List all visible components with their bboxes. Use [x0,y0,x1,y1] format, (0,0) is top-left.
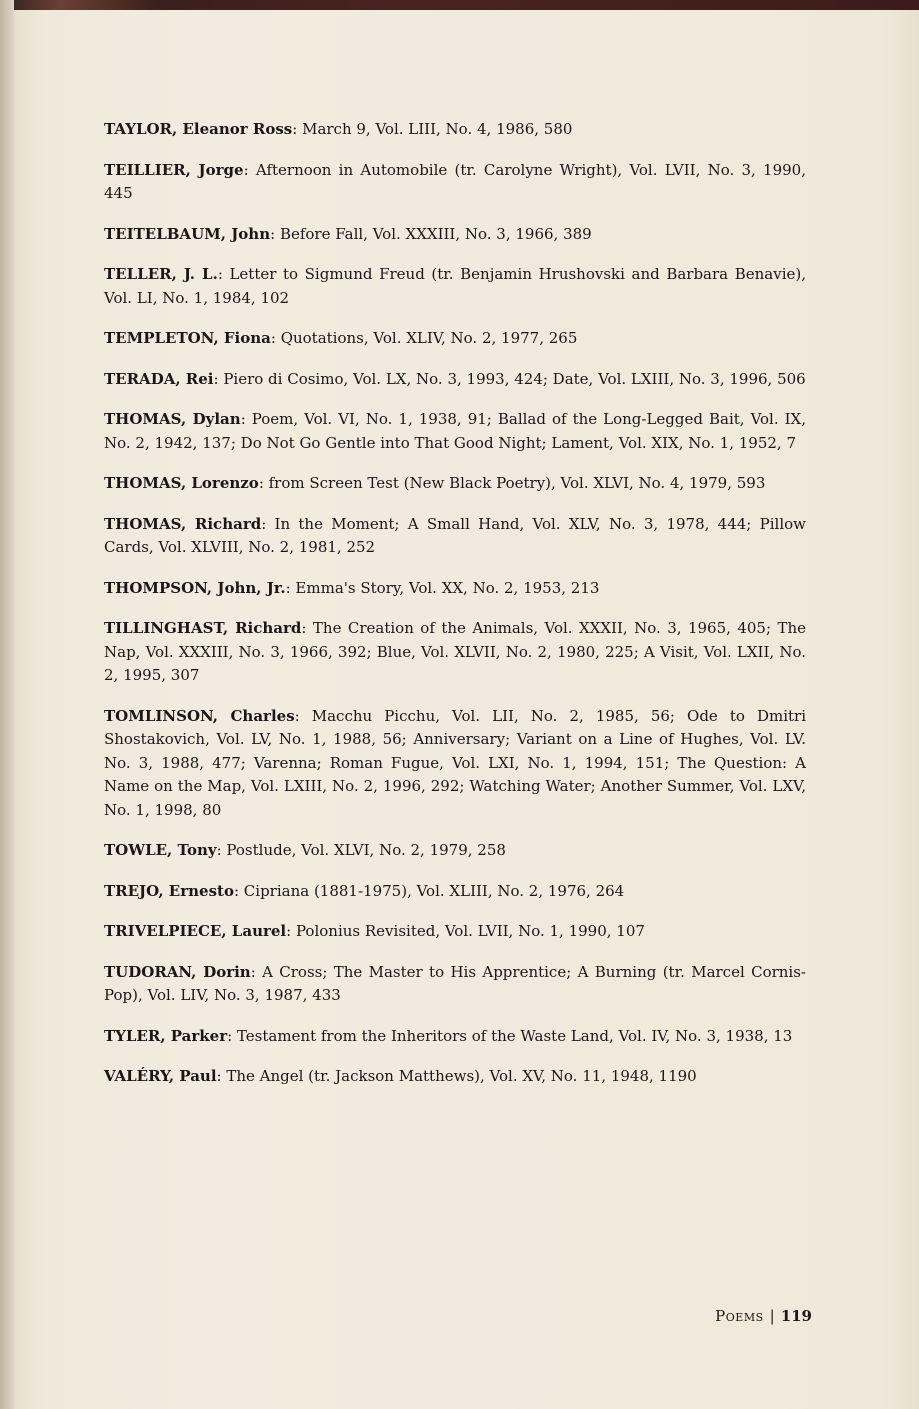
index-entry [104,263,806,310]
index-entry [104,223,806,247]
index-entry [104,1025,806,1049]
author-name: TILLINGHAST, Richard [104,619,302,637]
author-name: VALÉRY, Paul [104,1067,217,1085]
author-name: THOMAS, Richard [104,514,262,533]
author-name: TREJO, Ernesto [104,881,234,900]
author-name: TELLER, J. L. [104,265,218,283]
top-edge-band [0,0,919,10]
index-entry [104,1065,806,1089]
index-entries [104,118,806,1106]
index-entry [104,920,806,944]
author-name: THOMAS, Lorenzo [104,474,259,492]
author-name: TOMLINSON, Charles [104,706,295,725]
entry-citations: : In the Moment; A Small Hand, Vol. XLV, No. 3, 1978, 444; Pillow Cards, Vol. XLVIII, No. 2, 1981, 252 [104,514,806,556]
index-entry [104,880,806,904]
entry-citations: : Testament from the Inheritors of the Waste Land, Vol. IV, No. 3, 1938, 13 [227,1026,793,1045]
entry-citations: : Polonius Revisited, Vol. LVII, No. 1, 1990, 107 [286,922,645,940]
entry-citations: : Postlude, Vol. XLVI, No. 2, 1979, 258 [216,841,506,859]
author-name: TYLER, Parker [104,1026,228,1045]
entry-citations: : March 9, Vol. LIII, No. 4, 1986, 580 [292,120,573,138]
entry-citations: : Before Fall, Vol. XXXIII, No. 3, 1966, 389 [270,224,592,243]
index-entry [104,368,806,392]
entry-citations: : Macchu Picchu, Vol. LII, No. 2, 1985, 56; Ode to Dmitri Shostakovich, Vol. LV, No. 1, 1988, 56; Anniversary; Variant on a Line of Hughes, Vol. LV. No. 3, 1988, 477; Varenna; Roman Fugue, Vol. LXI, No. 1, 1994, 151; The Question: A Name on the Map, Vol. LXIII, No. 2, 1996, 292; Watching Water; Another Summer, Vol. LXV, No. 1, 1998, 80 [104,706,806,819]
author-name: TERADA, Rei [104,369,214,388]
entry-citations: : Quotations, Vol. XLIV, No. 2, 1977, 265 [270,329,578,347]
author-name: TOWLE, Tony [104,841,217,859]
index-entry [104,408,806,455]
footer-separator: | [769,1307,775,1325]
author-name: TEITELBAUM, John [104,224,271,243]
entry-citations: : Cipriana (1881-1975), Vol. XLIII, No. 2, 1976, 264 [233,881,625,900]
index-entry [104,705,806,823]
entry-citations: : from Screen Test (New Black Poetry), Vol. XLVI, No. 4, 1979, 593 [258,474,766,492]
author-name: TUDORAN, Dorin [104,962,251,981]
entry-citations: : Afternoon in Automobile (tr. Carolyne Wright), Vol. LVII, No. 3, 1990, 445 [104,160,806,202]
page-footer [662,1307,812,1325]
page-number: 119 [780,1307,812,1325]
index-entry [104,961,806,1008]
index-entry [104,472,806,496]
author-name: TAYLOR, Eleanor Ross [104,120,293,138]
index-entry [104,327,806,351]
index-entry [104,577,806,601]
author-name: TRIVELPIECE, Laurel [104,922,287,940]
author-name: TEILLIER, Jorge [104,160,244,179]
entry-citations: : Poem, Vol. VI, No. 1, 1938, 91; Ballad of the Long-Legged Bait, Vol. IX, No. 2, 1942, 137; Do Not Go Gentle into That Good Night; Lament, Vol. XIX, No. 1, 1952, 7 [104,410,807,452]
index-entry [104,118,806,142]
author-name: TEMPLETON, Fiona [104,329,271,347]
footer-section-title: Poems [715,1307,764,1325]
author-name: THOMAS, Dylan [104,410,241,428]
index-entry [104,839,806,863]
entry-citations: : Piero di Cosimo, Vol. LX, No. 3, 1993, 424; Date, Vol. LXIII, No. 3, 1996, 506 [213,369,806,388]
index-entry [104,513,806,560]
entry-citations: : The Creation of the Animals, Vol. XXXII, No. 3, 1965, 405; The Nap, Vol. XXXIII, No. 3, 1966, 392; Blue, Vol. XLVII, No. 2, 1980, 225; A Visit, Vol. LXII, No. 2, 1995, 307 [104,619,806,684]
entry-citations: : The Angel (tr. Jackson Matthews), Vol. XV, No. 11, 1948, 1190 [216,1067,697,1085]
author-name: THOMPSON, John, Jr. [104,578,286,597]
index-entry [104,159,806,206]
index-entry [104,617,806,688]
entry-citations: : A Cross; The Master to His Apprentice; A Burning (tr. Marcel Cornis-Pop), Vol. LIV, No. 3, 1987, 433 [104,962,806,1004]
binding-edge [0,0,14,1409]
entry-citations: : Emma's Story, Vol. XX, No. 2, 1953, 213 [285,578,600,597]
entry-citations: : Letter to Sigmund Freud (tr. Benjamin Hrushovski and Barbara Benavie), Vol. LI, No. 1, 1984, 102 [104,265,806,307]
